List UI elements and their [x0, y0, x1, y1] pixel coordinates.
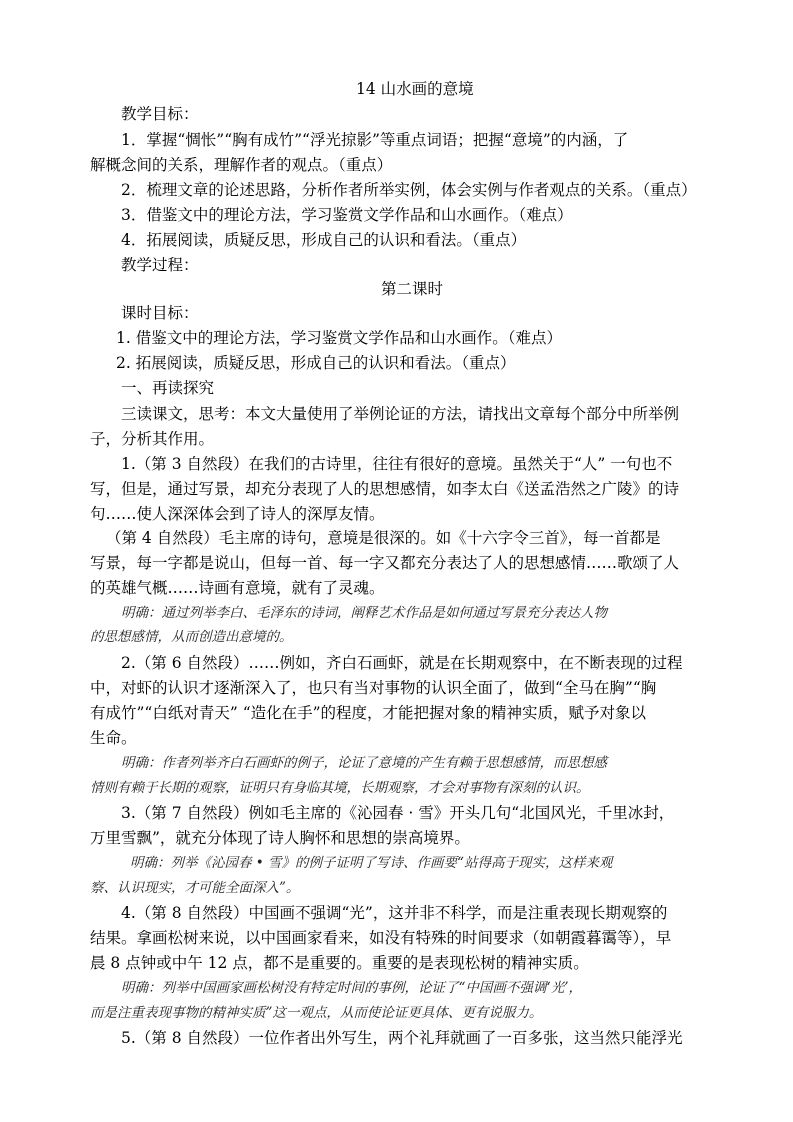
- text-line: 万里雪飘”，就充分体现了诗人胸怀和思想的崇高境界。: [90, 829, 470, 847]
- text-line: 课时目标：: [121, 304, 199, 322]
- answer-note: 察、认识现实，才可能全面深入”。: [90, 880, 300, 896]
- answer-note: 明确：列举中国画家画松树没有特定时间的事例，论证了“中国画不强调‘光’，: [121, 980, 582, 996]
- document-title: 14 山水画的意境: [356, 80, 474, 98]
- section-heading: 第二课时: [381, 280, 444, 298]
- text-line: 三读课文，思考：本文大量使用了举例论证的方法，请找出文章每个部分中所举例: [121, 405, 680, 423]
- text-line: 2. 拓展阅读，质疑反思，形成自己的认识和看法。（重点）: [116, 354, 516, 372]
- text-line: 教学过程：: [121, 256, 199, 274]
- text-line: 1. 借鉴文中的理论方法，学习鉴赏文学作品和山水画作。（难点）: [116, 329, 562, 347]
- answer-note: 明确：作者列举齐白石画虾的例子，论证了意境的产生有赖于思想感情，而思想感: [121, 755, 607, 771]
- text-line: 5.（第 8 自然段）一位作者出外写生，两个礼拜就画了一百多张，这当然只能浮光: [121, 1029, 683, 1047]
- text-line: 结果。拿画松树来说，以中国画家看来，如没有特殊的时间要求（如朝霞暮霭等），早: [90, 929, 672, 947]
- text-line: 解概念间的关系，理解作者的观点。（重点）: [90, 156, 393, 174]
- text-line: 写，但是，通过写景，却充分表现了人的思想感情，如李太白《送孟浩然之广陵》的诗: [90, 480, 680, 498]
- text-line: 一、再读探究: [121, 379, 215, 397]
- answer-note: 的思想感情，从而创造出意境的。: [90, 629, 293, 645]
- answer-note: 明确：列举《沁园春 • 雪》的例子证明了写诗、作画要“站得高于现实，这样来观: [130, 855, 613, 871]
- text-line: 晨 8 点钟或中午 12 点，都不是重要的。重要的是表现松树的精神实质。: [90, 954, 589, 972]
- text-line: 2.（第 6 自然段）……例如，齐白石画虾，就是在长期观察中，在不断表现的过程: [121, 654, 683, 672]
- text-line: 写景，每一字都是说山，但每一首、每一字又都充分表达了人的思想感情……歌颂了人: [90, 554, 680, 572]
- text-line: 3.（第 7 自然段）例如毛主席的《沁园春 · 雪》开头几句“北国风光，千里冰封，: [121, 804, 675, 822]
- text-line: 生命。: [90, 729, 137, 747]
- text-line: 教学目标：: [121, 105, 199, 123]
- text-line: 中，对虾的认识才逐渐深入了，也只有当对事物的认识全面了，做到“全马在胸”“胸: [90, 679, 657, 697]
- answer-note: 而是注重表现事物的精神实质”这一观点，从而使论证更具体、更有说服力。: [90, 1005, 543, 1021]
- text-line: 4．拓展阅读，质疑反思，形成自己的认识和看法。（重点）: [121, 231, 527, 249]
- text-line: 1.（第 3 自然段）在我们的古诗里，往往有很好的意境。虽然关于“人” 一句也不: [121, 455, 673, 473]
- text-line: 的英雄气概……诗画有意境，就有了灵魂。: [90, 579, 385, 597]
- text-line: 1．掌握“惆怅”“胸有成竹”“浮光掠影”等重点词语；把握“意境”的内涵，了: [121, 131, 629, 149]
- text-line: 句……使人深深体会到了诗人的深厚友情。: [90, 505, 385, 523]
- text-line: （第 4 自然段）毛主席的诗句，意境是很深的。如《十六字令三首》，每一首都是: [106, 529, 661, 547]
- text-line: 2．梳理文章的论述思路，分析作者所举实例，体会实例与作者观点的关系。（重点）: [121, 181, 697, 199]
- answer-note: 明确：通过列举李白、毛泽东的诗词，阐释艺术作品是如何通过写景充分表达人物: [121, 605, 607, 621]
- text-line: 子，分析其作用。: [90, 430, 215, 448]
- text-line: 3．借鉴文中的理论方法，学习鉴赏文学作品和山水画作。（难点）: [121, 206, 573, 224]
- answer-note: 情则有赖于长期的观察，证明只有身临其境，长期观察，才会对事物有深刻的认识。: [90, 780, 590, 796]
- text-line: 有成竹”“白纸对青天” “造化在手”的程度，才能把握对象的精神实质，赋予对象以: [90, 704, 647, 722]
- text-line: 4.（第 8 自然段）中国画不强调“光”，这并非不科学，而是注重表现长期观察的: [121, 904, 668, 922]
